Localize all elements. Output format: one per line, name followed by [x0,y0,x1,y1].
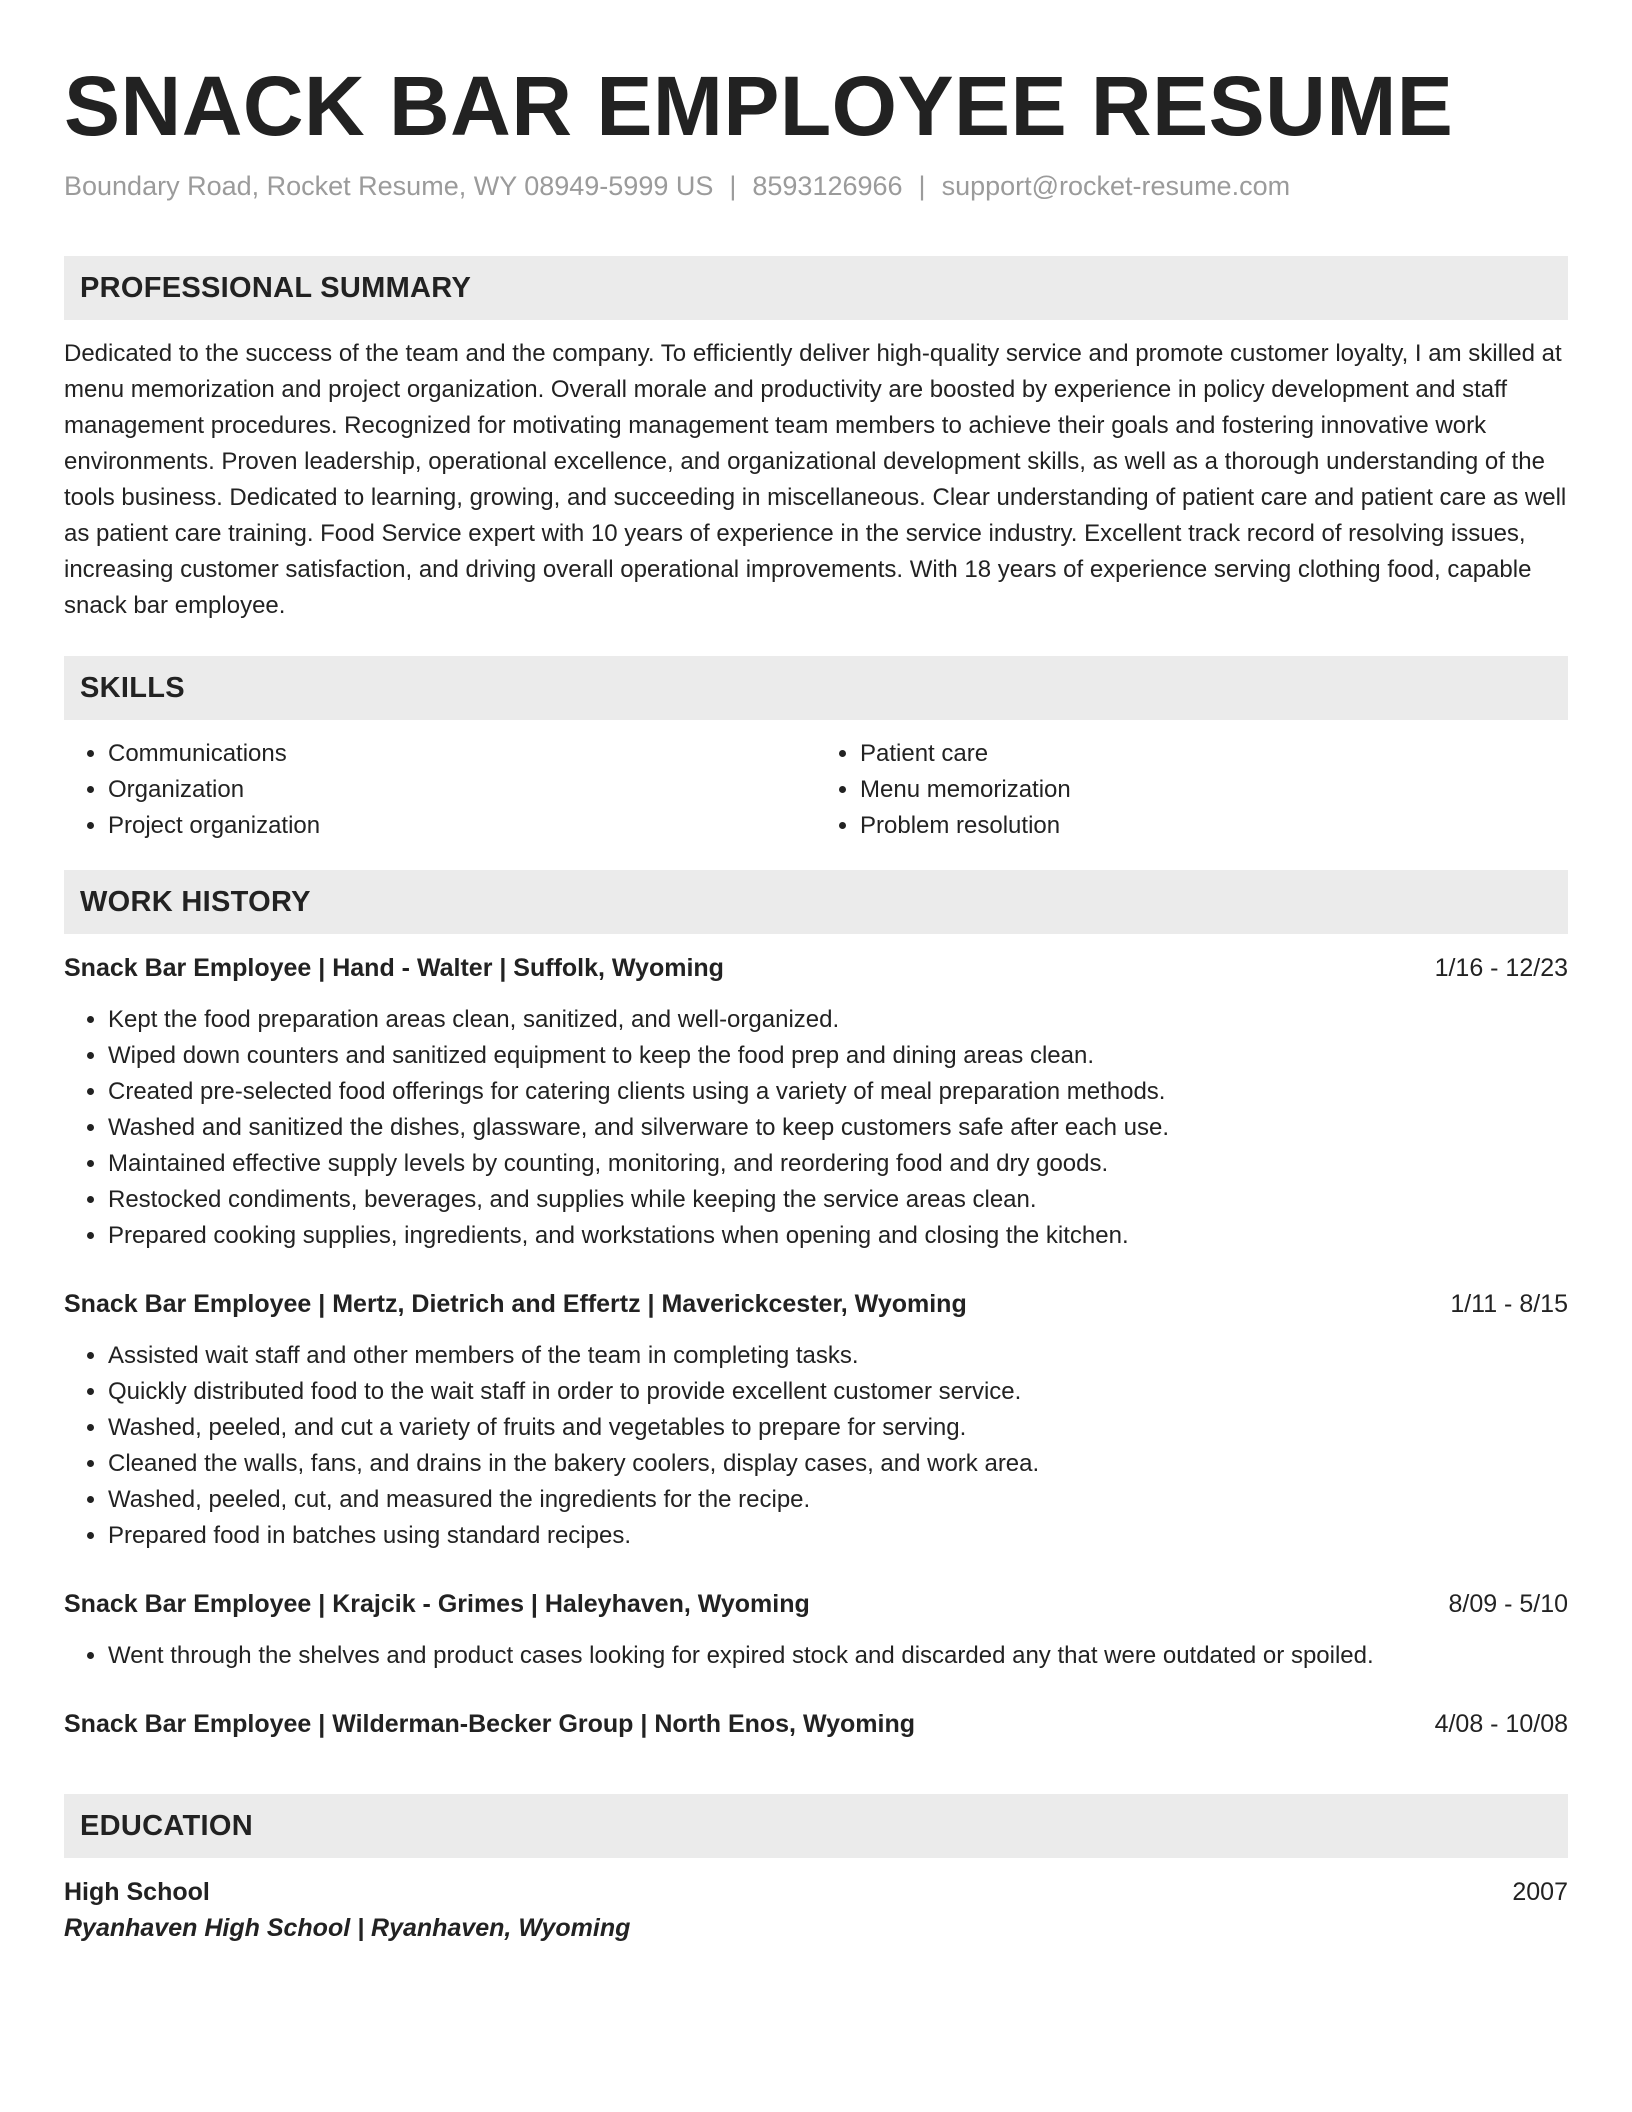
job-duty: • Washed, peeled, and cut a variety of fruits and vegetables to prepare for serving. [108,1410,1568,1446]
job-dates: 4/08 - 10/08 [1434,1710,1568,1738]
education-degree: High School [64,1878,210,1906]
job-duty: • Restocked condiments, beverages, and supplies while keeping the service areas clean. [108,1182,1568,1218]
job-title: Snack Bar Employee | Mertz, Dietrich and Effertz | Maverickcester, Wyoming [64,1290,967,1318]
section-heading-skills: SKILLS [64,656,1568,720]
job-header [64,950,1568,986]
job-duty: • Cleaned the walls, fans, and drains in the bakery coolers, display cases, and work area. [108,1446,1568,1482]
contact-line [64,168,1568,204]
job-duty: • Quickly distributed food to the wait staff in order to provide excellent customer service. [108,1374,1568,1410]
job-header [64,1286,1568,1322]
job-duty: • Created pre-selected food offerings for catering clients using a variety of meal preparation methods. [108,1074,1568,1110]
job-duty: • Kept the food preparation areas clean, sanitized, and well-organized. [108,1002,1568,1038]
job-duty: • Went through the shelves and product cases looking for expired stock and discarded any that were outdated or spoiled. [108,1638,1568,1674]
job-header [64,1586,1568,1622]
skills-column-right [816,736,1568,844]
contact-address: Boundary Road, Rocket Resume, WY 08949-5999 US [64,171,714,201]
job-duty: • Wiped down counters and sanitized equipment to keep the food prep and dining areas clean. [108,1038,1568,1074]
job-duty: • Washed, peeled, cut, and measured the ingredients for the recipe. [108,1482,1568,1518]
job-entry [64,1286,1568,1554]
job-duty: • Assisted wait staff and other members of the team in completing tasks. [108,1338,1568,1374]
section-heading-work-history: WORK HISTORY [64,870,1568,934]
education-school: Ryanhaven High School | Ryanhaven, Wyoming [64,1914,631,1942]
skills-list [64,736,1568,844]
professional-summary-text: Dedicated to the success of the team and the company. To efficiently deliver high-quality service and promote customer loyalty, I am skilled at menu memorization and project organization. Overall morale and productivity are boosted by experience in policy development and staff management procedures. Recognized for motivating management team members to achieve their goals and fostering innovative work environments. Proven leadership, operational excellence, and organizational development skills, as well as a thorough understanding of the tools business. Dedicated to learning, growing, and succeeding in miscellaneous. Clear understanding of patient care and patient care as well as patient care training. Food Service expert with 10 years of experience in the service industry. Excellent track record of resolving issues, increasing customer satisfaction, and driving overall operational improvements. With 18 years of experience serving clothing food, capable snack bar employee. [64,340,1567,619]
contact-email: support@rocket-resume.com [941,171,1291,201]
skill-item: • Problem resolution [860,808,1568,844]
contact-separator: | [918,171,926,201]
education-entry [64,1874,1568,1946]
job-duty: • Washed and sanitized the dishes, glassware, and silverware to keep customers safe after each use. [108,1110,1568,1146]
section-heading-professional-summary: PROFESSIONAL SUMMARY [64,256,1568,320]
job-duty: • Prepared cooking supplies, ingredients, and workstations when opening and closing the kitchen. [108,1218,1568,1254]
job-duties-list [64,1002,1568,1254]
job-title: Snack Bar Employee | Hand - Walter | Suffolk, Wyoming [64,954,724,982]
skill-item: • Patient care [860,736,1568,772]
job-entry [64,1586,1568,1674]
job-header [64,1706,1568,1742]
skills-column-left [64,736,816,844]
job-dates: 8/09 - 5/10 [1448,1590,1568,1618]
contact-separator: | [729,171,737,201]
job-duties-list [64,1638,1568,1674]
education-year: 2007 [1512,1878,1568,1906]
skill-item: • Project organization [108,808,816,844]
skill-item: • Menu memorization [860,772,1568,808]
job-title: Snack Bar Employee | Wilderman-Becker Group | North Enos, Wyoming [64,1710,915,1738]
section-heading-education: EDUCATION [64,1794,1568,1858]
contact-phone: 8593126966 [752,171,903,201]
skill-item: • Organization [108,772,816,808]
job-entry [64,1706,1568,1742]
education-header [64,1874,1568,1910]
job-entry [64,950,1568,1254]
job-title: Snack Bar Employee | Krajcik - Grimes | Haleyhaven, Wyoming [64,1590,810,1618]
job-duty: • Maintained effective supply levels by counting, monitoring, and reordering food and dry goods. [108,1146,1568,1182]
job-dates: 1/11 - 8/15 [1450,1290,1568,1318]
job-dates: 1/16 - 12/23 [1434,954,1568,982]
resume-title: SNACK BAR EMPLOYEE RESUME [64,59,1454,153]
job-duties-list [64,1338,1568,1554]
job-duty: • Prepared food in batches using standard recipes. [108,1518,1568,1554]
skill-item: • Communications [108,736,816,772]
